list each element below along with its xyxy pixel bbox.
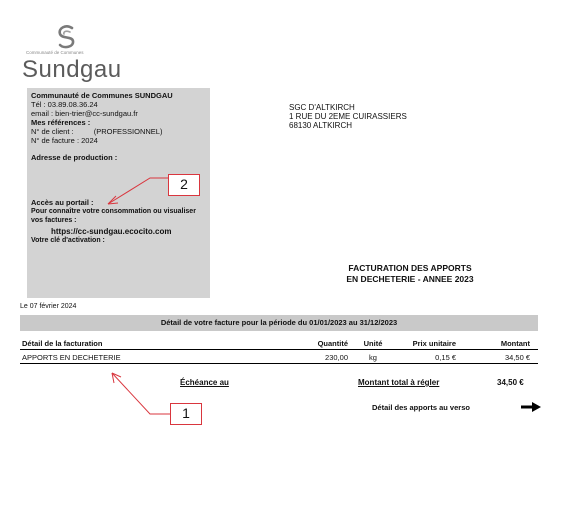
org-email: email : bien-trier@cc-sundgau.fr: [31, 109, 138, 118]
total-due-label: Montant total à régler: [358, 378, 440, 387]
client-number-label: N° de client :: [31, 127, 74, 136]
arrow-right-icon: [521, 402, 541, 412]
row-amount: 34,50 €: [504, 353, 530, 362]
portal-text-1: Pour connaître votre consommation ou visualiser: [31, 208, 196, 215]
client-number-row: [31, 127, 206, 136]
portal-title: Accès au portail :: [31, 198, 94, 207]
title-line-1: FACTURATION DES APPORTS: [348, 263, 472, 273]
table-row: [20, 350, 538, 364]
address-line-1: SGC D'ALTKIRCH: [289, 103, 355, 112]
portal-url-link[interactable]: https://cc-sundgau.ecocito.com: [51, 227, 172, 236]
logo-brand-text: Sundgau: [22, 56, 122, 83]
header-label: Détail de la facturation: [22, 339, 103, 348]
due-date-label: Échéance au: [180, 378, 229, 387]
document-title: [300, 263, 520, 285]
address-line-2: 1 RUE DU 2EME CUIRASSIERS: [289, 112, 407, 121]
callout-1-arrow: [112, 373, 170, 414]
activation-key-label: Votre clé d'activation :: [31, 237, 105, 244]
billing-table: [20, 336, 538, 364]
invoice-date: Le 07 février 2024: [20, 303, 77, 310]
address-line-3: 68130 ALTKIRCH: [289, 121, 352, 130]
callout-badge-2: 2: [168, 174, 200, 196]
sundgau-logo: [22, 22, 122, 84]
row-unit-price: 0,15 €: [435, 353, 456, 362]
table-header: [20, 336, 538, 350]
invoice-number: N° de facture : 2024: [31, 136, 98, 145]
header-quantity: Quantité: [317, 339, 348, 348]
verso-note: Détail des apports au verso: [372, 403, 470, 412]
callout-badge-1: 1: [170, 403, 202, 425]
title-line-2: EN DECHETERIE - ANNEE 2023: [346, 274, 474, 284]
logo-tagline: Communauté de Communes: [26, 50, 84, 55]
production-address-label: Adresse de production :: [31, 153, 118, 162]
org-phone: Tél : 03.89.08.36.24: [31, 100, 98, 109]
portal-text-2: vos factures :: [31, 217, 77, 224]
row-label: APPORTS EN DECHETERIE: [22, 353, 121, 362]
refs-title: Mes références :: [31, 118, 91, 127]
recipient-address: [289, 103, 407, 130]
logo-swirl-icon: [52, 22, 82, 52]
row-quantity: 230,00: [325, 353, 348, 362]
header-amount: Montant: [500, 339, 530, 348]
org-name: Communauté de Communes SUNDGAU: [31, 91, 173, 100]
client-type: (PROFESSIONNEL): [93, 127, 163, 136]
total-due-value: 34,50 €: [497, 378, 524, 387]
detail-period-bar: Détail de votre facture pour la période du 01/01/2023 au 31/12/2023: [20, 315, 538, 331]
header-unit-price: Prix unitaire: [412, 339, 456, 348]
header-unit: Unité: [363, 339, 383, 348]
row-unit: kg: [369, 353, 377, 362]
